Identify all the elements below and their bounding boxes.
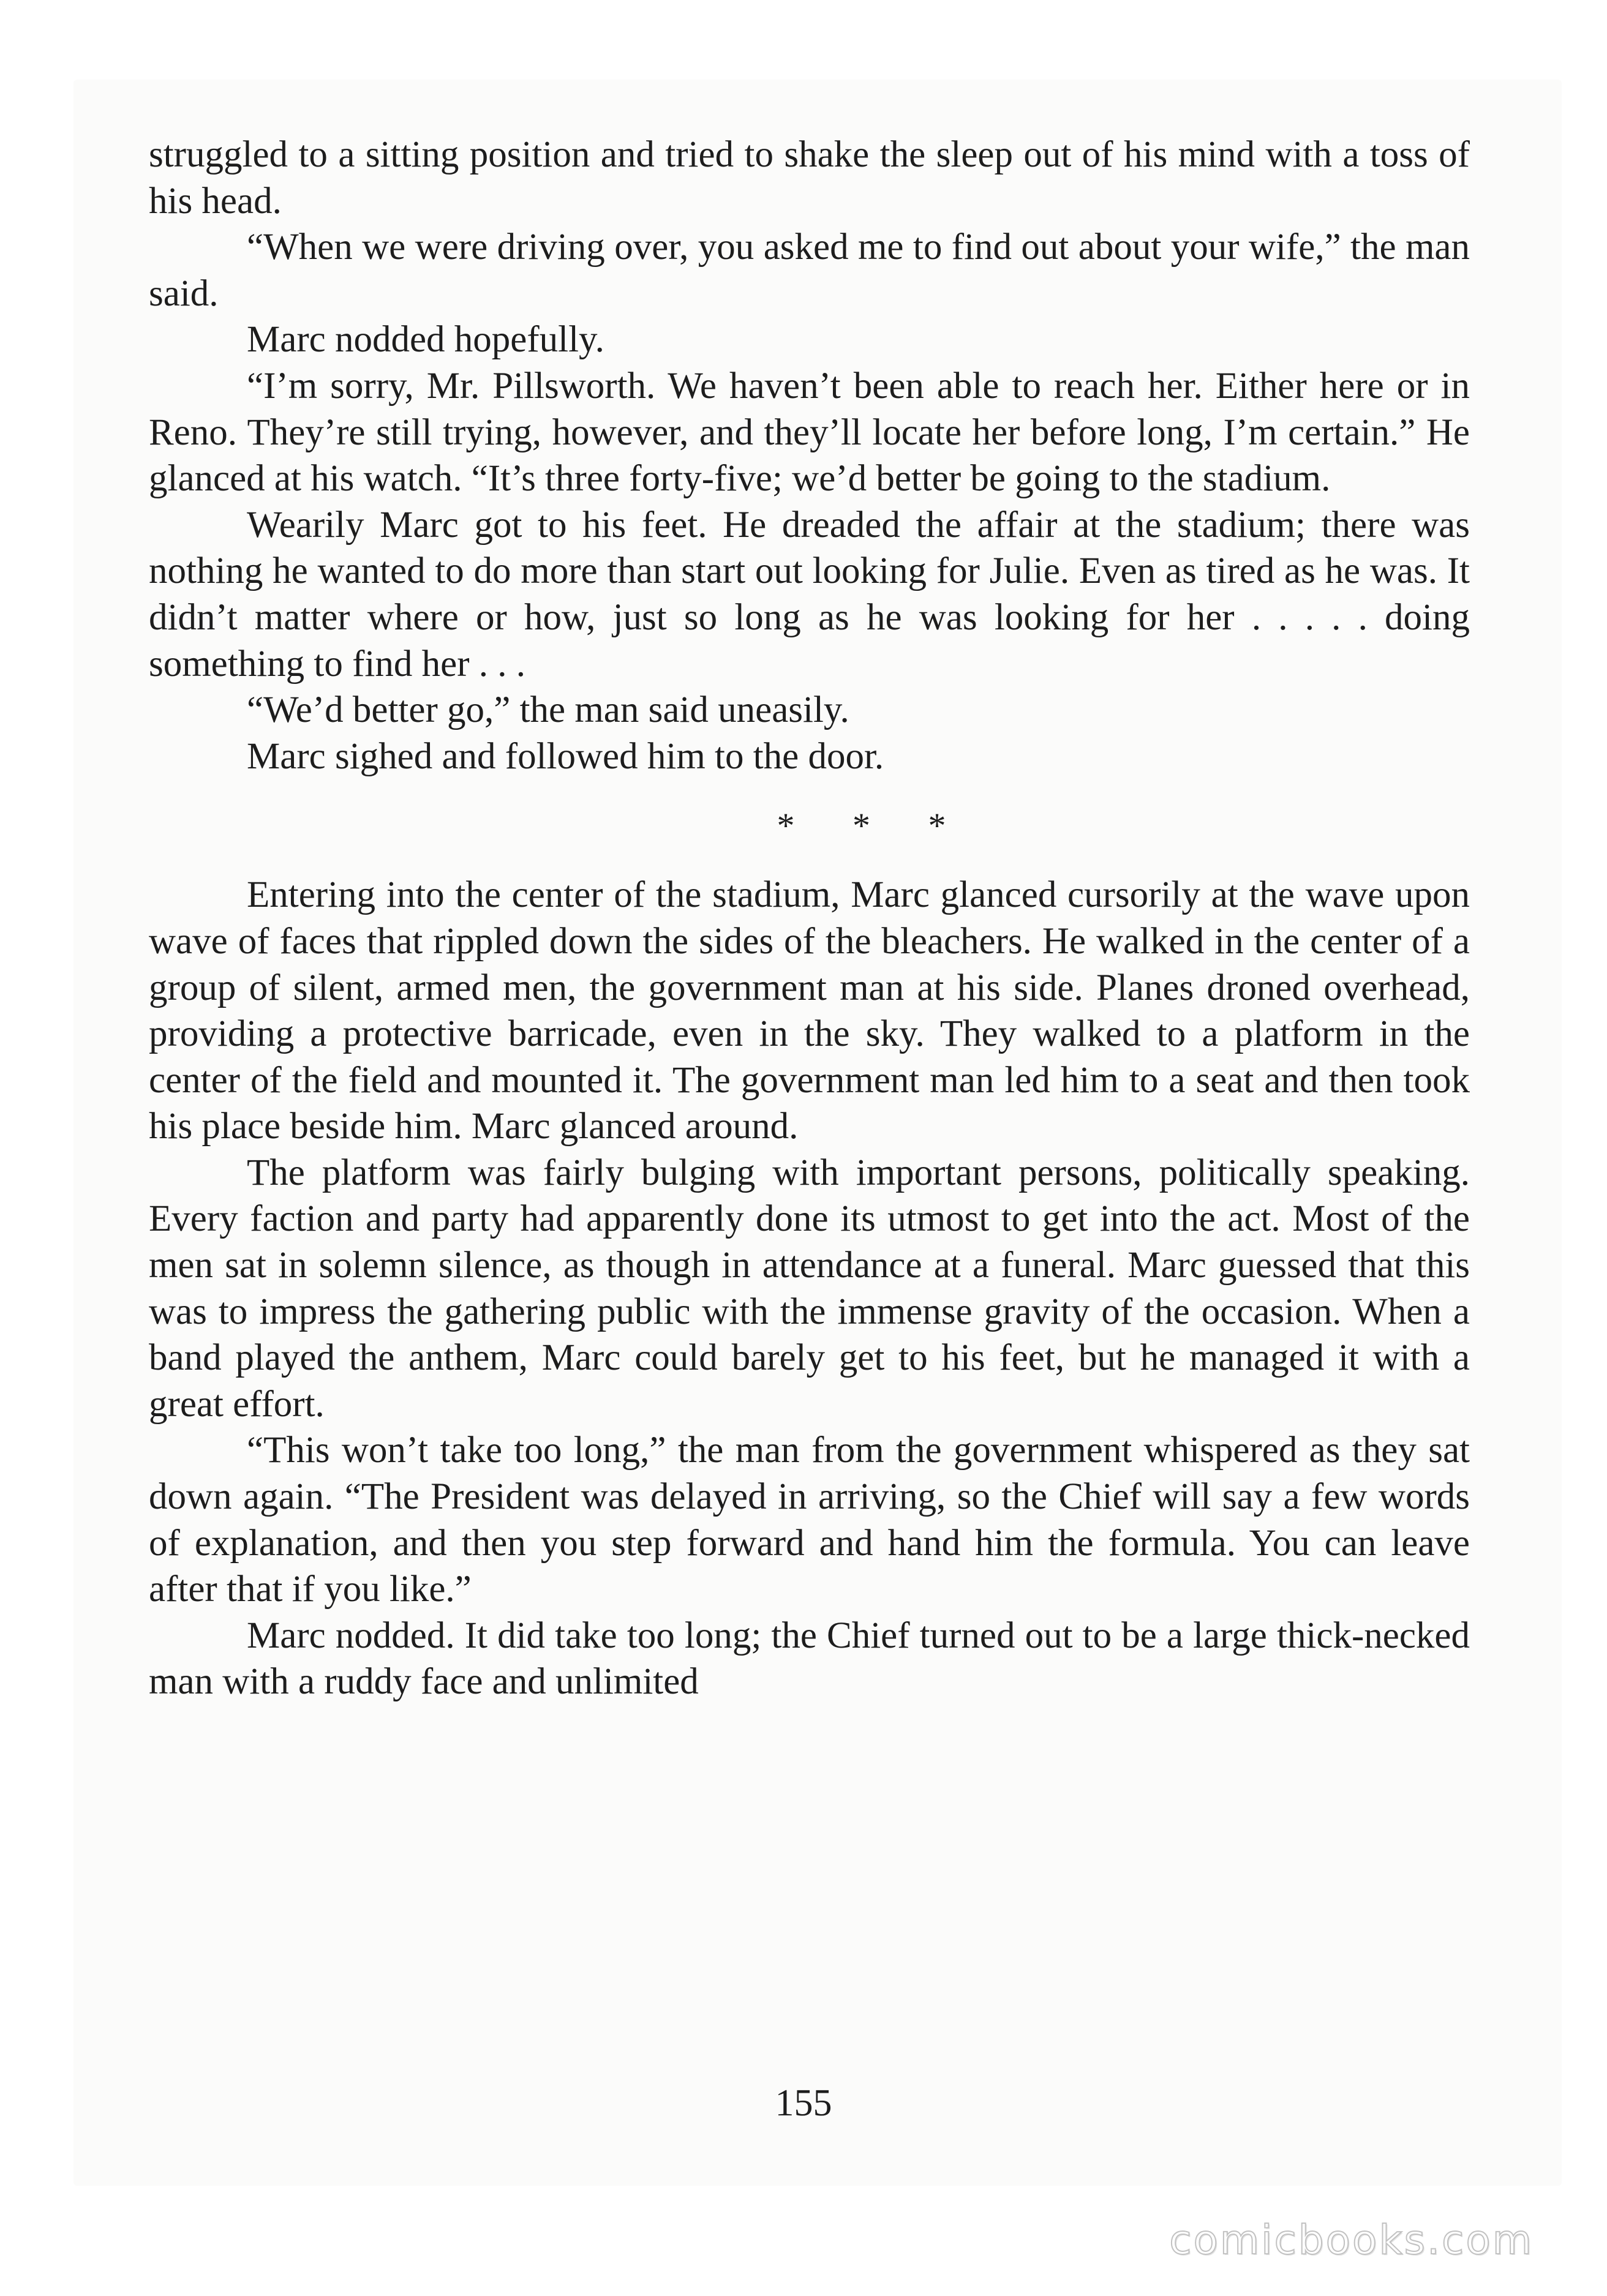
page-number: 155 (775, 2082, 832, 2124)
watermark-logo: comicbooks.com (1169, 2216, 1534, 2264)
paragraph: Marc nodded. It did take too long; the Chief turned out to be a large thick-necked man with a ruddy face and unlimited (149, 1615, 1470, 1703)
paragraph: “I’m sorry, Mr. Pillsworth. We haven’t been able to reach her. Either here or in Reno. They’re still trying, however, and they’ll locate her before long, I’m certain.” He glanced at his watch. “It’s three forty-five; we’d better be going to the stadium. (149, 365, 1470, 500)
paragraph: “When we were driving over, you asked me to find out about your wife,” the man said. (149, 227, 1470, 314)
section-break: * * * (777, 806, 971, 846)
paragraph: Marc nodded hopefully. (247, 319, 604, 361)
paragraph: The platform was fairly bulging with important persons, politically speaking. Every faction and party had apparently done its utmost to get into the act. Most of the men sat in solemn silence, as though in attendance at a funeral. Marc guessed that this was to impress the gathering public with the immense gravity of the occasion. When a band played the anthem, Marc could barely get to his feet, but he managed it with a great effort. (149, 1152, 1470, 1425)
paragraph: Marc sighed and followed him to the door. (247, 735, 884, 777)
paragraph: Entering into the center of the stadium, Marc glanced cursorily at the wave upon wave of faces that rippled down the sides of the bleachers. He walked in the center of a group of silent, armed men, the government man at his side. Planes droned overhead, providing a protective barricade, even in the sky. They walked to a platform in the center of the field and mounted it. The government man led him to a seat and then took his place beside him. Marc glanced around. (149, 874, 1470, 1147)
body-text (149, 132, 1470, 1705)
paragraph: Wearily Marc got to his feet. He dreaded the affair at the stadium; there was nothing he wanted to do more than start out looking for Julie. Even as tired as he was. It didn’t matter where or how, just so long as he was looking for her . . . . . doing something to find her . . . (149, 504, 1470, 685)
paragraph: “We’d better go,” the man said uneasily. (247, 689, 849, 731)
paragraph: struggled to a sitting position and tried to shake the sleep out of his mind with a toss of his head. (149, 134, 1470, 222)
paragraph: “This won’t take too long,” the man from the government whispered as they sat down again. “The President was delayed in arriving, so the Chief will say a few words of explanation, and then you step forward and hand him the formula. You can leave after that if you like.” (149, 1430, 1470, 1610)
